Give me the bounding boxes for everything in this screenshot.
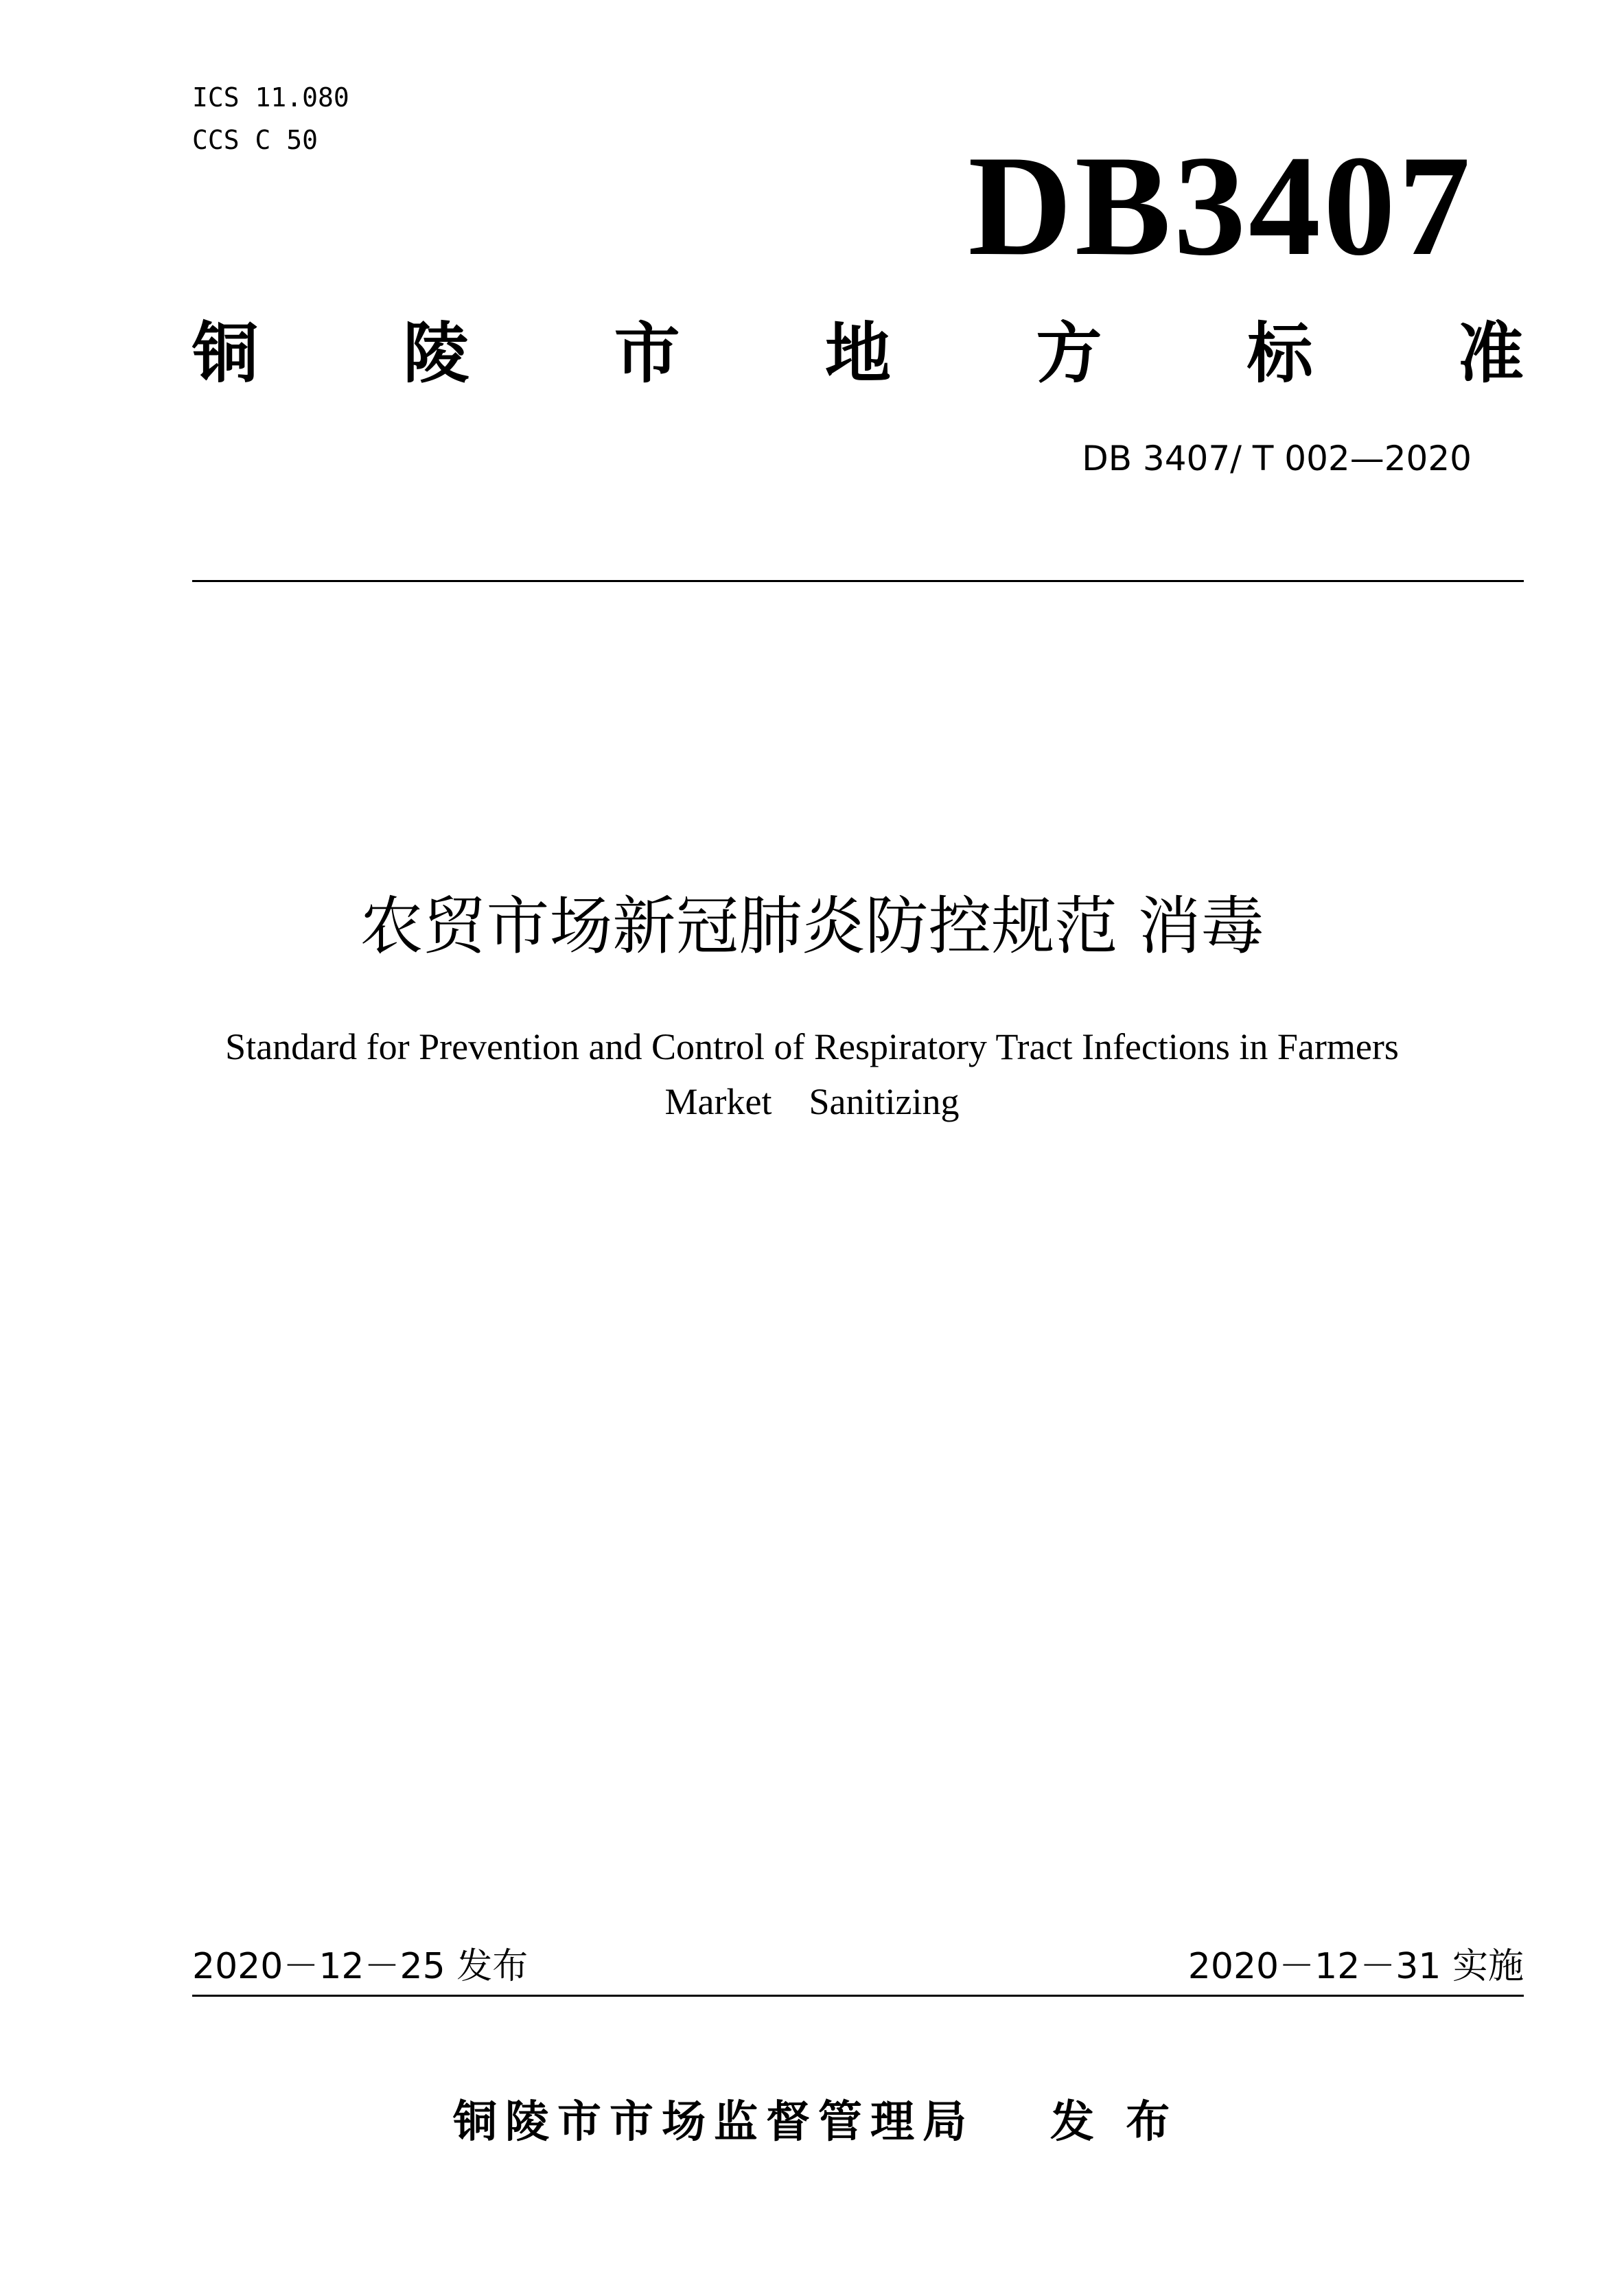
local-standard-char: 地	[824, 315, 891, 392]
effective-date: 2020－12－31 实施	[1187, 1946, 1524, 1987]
standard-number: DB 3407/ T 002—2020	[1082, 439, 1472, 478]
title-chinese: 农贸市场新冠肺炎防控规范 消毒	[360, 890, 1264, 963]
bottom-divider	[192, 1995, 1524, 1997]
local-standard-heading	[192, 312, 1524, 395]
local-standard-char: 方	[1036, 315, 1102, 392]
title-english-line-2: Market Sanitizing	[664, 1081, 960, 1122]
local-standard-char: 铜	[192, 315, 258, 392]
issuer-name: 铜陵市市场监督管理局	[453, 2097, 975, 2148]
top-divider	[192, 580, 1524, 582]
standard-code-mark: DB3407	[968, 126, 1473, 286]
local-standard-char: 标	[1246, 315, 1313, 392]
title-english-line-1: Standard for Prevention and Control of Respiratory Tract Infections in Farmers	[225, 1026, 1399, 1067]
issuer-line	[453, 2094, 1178, 2151]
issuer-action: 发 布	[1050, 2097, 1179, 2148]
local-standard-char: 市	[614, 315, 680, 392]
ics-code: ICS 11.080	[192, 82, 349, 113]
ccs-code: CCS C 50	[192, 125, 318, 155]
local-standard-char: 陵	[403, 315, 469, 392]
local-standard-char: 准	[1457, 315, 1524, 392]
publish-date: 2020－12－25 发布	[192, 1946, 529, 1987]
